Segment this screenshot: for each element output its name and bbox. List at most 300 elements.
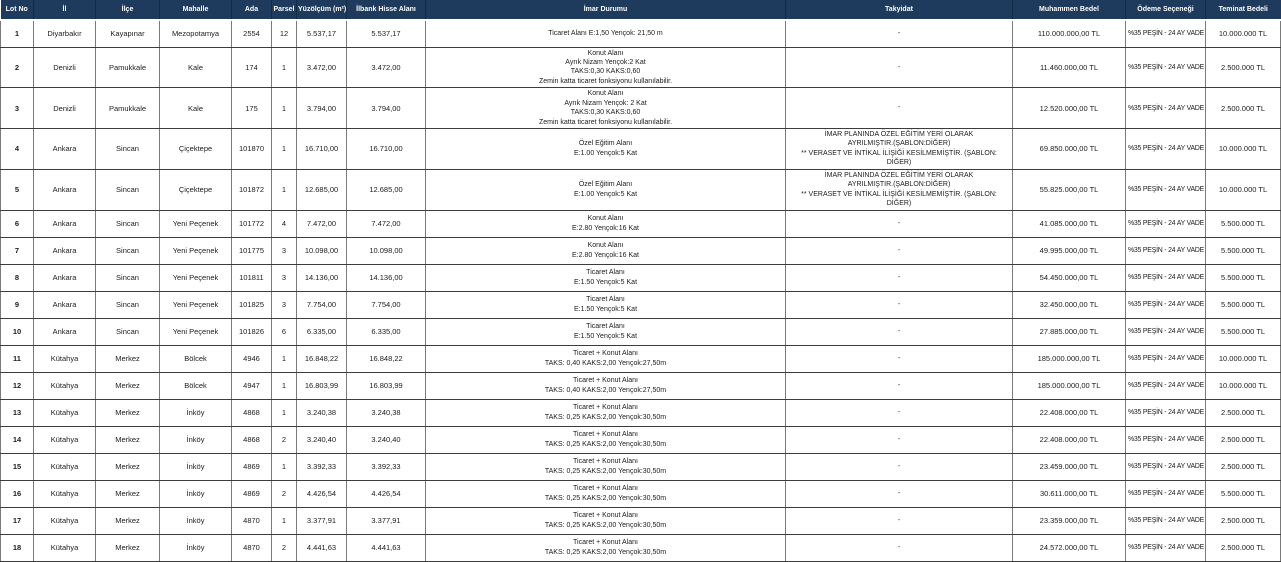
imar-line: Konut Alanı <box>587 215 624 223</box>
cell-mahalle: Çiçektepe <box>160 129 232 170</box>
takyidat-line: - <box>897 246 901 254</box>
cell-ilbank: 16.803,99 <box>347 372 426 399</box>
cell-ada: 4869 <box>232 480 272 507</box>
cell-ilce: Pamukkale <box>96 88 160 129</box>
cell-muhammen: 185.000.000,00 TL <box>1013 372 1126 399</box>
cell-mahalle: Bölcek <box>160 372 232 399</box>
cell-mahalle: Yeni Peçenek <box>160 264 232 291</box>
cell-lot: 10 <box>1 318 34 345</box>
cell-takyidat <box>786 534 1013 561</box>
imar-line: TAKS: 0,25 KAKS:2,00 Yençok:30,50m <box>544 413 667 421</box>
takyidat-line: - <box>897 543 901 551</box>
imar-line: Ticaret Alanı <box>586 269 625 277</box>
column-header-ilce: İlçe <box>96 0 160 20</box>
table-row <box>1 210 1281 237</box>
imar-line: Zemin katta ticaret fonksiyonu kullanılabilir. <box>538 77 673 85</box>
imar-line: TAKS: 0,25 KAKS:2,00 Yençok:30,50m <box>544 467 667 475</box>
cell-ilce: Sincan <box>96 318 160 345</box>
cell-il: Kütahya <box>34 426 96 453</box>
cell-ada: 175 <box>232 88 272 129</box>
takyidat-line: AYRILMIŞTIR.(ŞABLON:DİĞER) <box>847 181 951 189</box>
cell-teminat: 5.500.000 TL <box>1206 210 1281 237</box>
cell-odeme: %35 PEŞİN - 24 AY VADE <box>1126 372 1206 399</box>
cell-lot: 3 <box>1 88 34 129</box>
cell-odeme: %35 PEŞİN - 24 AY VADE <box>1126 129 1206 170</box>
cell-mahalle: İnköy <box>160 534 232 561</box>
cell-ilbank: 14.136,00 <box>347 264 426 291</box>
cell-yuzolcum: 6.335,00 <box>297 318 347 345</box>
cell-muhammen: 54.450.000,00 TL <box>1013 264 1126 291</box>
cell-mahalle: Mezopotamya <box>160 20 232 47</box>
cell-mahalle: Yeni Peçenek <box>160 210 232 237</box>
cell-ilce: Merkez <box>96 534 160 561</box>
takyidat-line: - <box>897 354 901 362</box>
cell-yuzolcum: 5.537,17 <box>297 20 347 47</box>
column-header-ilbank: İlbank Hisse Alanı <box>347 0 426 20</box>
table-row <box>1 129 1281 170</box>
cell-muhammen: 41.085.000,00 TL <box>1013 210 1126 237</box>
cell-takyidat <box>786 210 1013 237</box>
cell-odeme: %35 PEŞİN - 24 AY VADE <box>1126 264 1206 291</box>
cell-yuzolcum: 3.392,33 <box>297 453 347 480</box>
column-header-ada: Ada <box>232 0 272 20</box>
cell-takyidat <box>786 372 1013 399</box>
takyidat-line: - <box>897 219 901 227</box>
cell-ilce: Merkez <box>96 507 160 534</box>
cell-lot: 13 <box>1 399 34 426</box>
cell-teminat: 10.000.000 TL <box>1206 129 1281 170</box>
cell-muhammen: 32.450.000,00 TL <box>1013 291 1126 318</box>
cell-il: Kütahya <box>34 453 96 480</box>
cell-takyidat <box>786 345 1013 372</box>
takyidat-line: - <box>897 104 901 112</box>
cell-teminat: 2.500.000 TL <box>1206 534 1281 561</box>
imar-line: Ticaret + Konut Alanı <box>573 404 638 412</box>
cell-lot: 11 <box>1 345 34 372</box>
cell-odeme: %35 PEŞİN - 24 AY VADE <box>1126 169 1206 210</box>
cell-muhammen: 23.459.000,00 TL <box>1013 453 1126 480</box>
cell-ilce: Sincan <box>96 264 160 291</box>
table-row <box>1 426 1281 453</box>
table-row <box>1 480 1281 507</box>
cell-imar <box>426 507 786 534</box>
table-row <box>1 399 1281 426</box>
cell-mahalle: İnköy <box>160 453 232 480</box>
cell-ada: 4869 <box>232 453 272 480</box>
imar-line: E:1.00 Yençok:5 Kat <box>573 149 638 157</box>
cell-ilce: Merkez <box>96 480 160 507</box>
cell-lot: 7 <box>1 237 34 264</box>
takyidat-line: ** VERASET VE İNTİKAL İLİŞİĞİ KESİLMEMİŞTİR. (ŞABLON: DİĞER) <box>801 190 997 208</box>
column-header-parsel: Parsel <box>272 0 297 20</box>
cell-imar <box>426 399 786 426</box>
cell-imar <box>426 237 786 264</box>
cell-teminat: 5.500.000 TL <box>1206 291 1281 318</box>
table-row <box>1 318 1281 345</box>
cell-teminat: 2.500.000 TL <box>1206 47 1281 88</box>
imar-line: Ticaret + Konut Alanı <box>573 512 638 520</box>
takyidat-line: - <box>897 273 901 281</box>
cell-imar <box>426 291 786 318</box>
column-header-mahalle: Mahalle <box>160 0 232 20</box>
cell-ilbank: 3.377,91 <box>347 507 426 534</box>
imar-line: TAKS: 0,25 KAKS:2,00 Yençok:30,50m <box>544 494 667 502</box>
cell-ilce: Kayapınar <box>96 20 160 47</box>
cell-imar <box>426 47 786 88</box>
imar-line: E:1.50 Yençok:5 Kat <box>573 278 638 286</box>
column-header-teminat: Teminat Bedeli <box>1206 0 1281 20</box>
cell-muhammen: 110.000.000,00 TL <box>1013 20 1126 47</box>
table-row <box>1 291 1281 318</box>
cell-teminat: 5.500.000 TL <box>1206 237 1281 264</box>
cell-ilce: Sincan <box>96 291 160 318</box>
imar-line: Ticaret + Konut Alanı <box>573 458 638 466</box>
cell-il: Ankara <box>34 169 96 210</box>
cell-imar <box>426 264 786 291</box>
cell-mahalle: İnköy <box>160 507 232 534</box>
imar-line: Özel Eğitim Alanı <box>578 140 633 148</box>
cell-imar <box>426 169 786 210</box>
cell-mahalle: İnköy <box>160 480 232 507</box>
cell-mahalle: Kale <box>160 47 232 88</box>
cell-imar <box>426 129 786 170</box>
cell-odeme: %35 PEŞİN - 24 AY VADE <box>1126 20 1206 47</box>
cell-odeme: %35 PEŞİN - 24 AY VADE <box>1126 291 1206 318</box>
cell-ilbank: 6.335,00 <box>347 318 426 345</box>
column-header-muhammen: Muhammen Bedel <box>1013 0 1126 20</box>
table-row <box>1 47 1281 88</box>
cell-ada: 101775 <box>232 237 272 264</box>
cell-teminat: 2.500.000 TL <box>1206 426 1281 453</box>
cell-lot: 12 <box>1 372 34 399</box>
imar-line: Ticaret Alanı <box>586 296 625 304</box>
cell-takyidat <box>786 291 1013 318</box>
cell-lot: 16 <box>1 480 34 507</box>
takyidat-line: AYRILMIŞTIR.(ŞABLON:DİĞER) <box>847 140 951 148</box>
cell-ada: 2554 <box>232 20 272 47</box>
cell-teminat: 5.500.000 TL <box>1206 318 1281 345</box>
cell-ada: 4868 <box>232 426 272 453</box>
cell-yuzolcum: 3.794,00 <box>297 88 347 129</box>
imar-line: TAKS: 0,25 KAKS:2,00 Yençok:30,50m <box>544 548 667 556</box>
cell-muhammen: 27.885.000,00 TL <box>1013 318 1126 345</box>
imar-line: Ticaret + Konut Alanı <box>573 350 638 358</box>
cell-ada: 4868 <box>232 399 272 426</box>
cell-ada: 101772 <box>232 210 272 237</box>
imar-line: Konut Alanı <box>587 242 624 250</box>
cell-lot: 18 <box>1 534 34 561</box>
cell-parsel: 4 <box>272 210 297 237</box>
cell-il: Ankara <box>34 129 96 170</box>
cell-parsel: 1 <box>272 345 297 372</box>
imar-line: Ayrık Nizam Yençok: 2 Kat <box>564 99 647 107</box>
cell-teminat: 10.000.000 TL <box>1206 169 1281 210</box>
cell-teminat: 10.000.000 TL <box>1206 372 1281 399</box>
cell-lot: 1 <box>1 20 34 47</box>
cell-yuzolcum: 16.848,22 <box>297 345 347 372</box>
cell-odeme: %35 PEŞİN - 24 AY VADE <box>1126 237 1206 264</box>
table-row <box>1 20 1281 47</box>
cell-ilbank: 3.794,00 <box>347 88 426 129</box>
column-header-il: İl <box>34 0 96 20</box>
cell-ada: 101870 <box>232 129 272 170</box>
cell-ilbank: 12.685,00 <box>347 169 426 210</box>
cell-takyidat <box>786 47 1013 88</box>
imar-line: Ticaret + Konut Alanı <box>573 539 638 547</box>
cell-ilce: Sincan <box>96 210 160 237</box>
table-row <box>1 507 1281 534</box>
column-header-takyidat: Takyidat <box>786 0 1013 20</box>
cell-ada: 4870 <box>232 534 272 561</box>
cell-il: Ankara <box>34 291 96 318</box>
cell-il: Kütahya <box>34 480 96 507</box>
column-header-imar: İmar Durumu <box>426 0 786 20</box>
cell-yuzolcum: 3.472,00 <box>297 47 347 88</box>
cell-teminat: 2.500.000 TL <box>1206 453 1281 480</box>
cell-odeme: %35 PEŞİN - 24 AY VADE <box>1126 480 1206 507</box>
imar-line: E:2.80 Yençok:16 Kat <box>572 251 639 259</box>
takyidat-line: - <box>897 462 901 470</box>
cell-ilbank: 3.240,38 <box>347 399 426 426</box>
cell-parsel: 1 <box>272 88 297 129</box>
cell-ilce: Pamukkale <box>96 47 160 88</box>
cell-takyidat <box>786 264 1013 291</box>
cell-teminat: 5.500.000 TL <box>1206 264 1281 291</box>
cell-teminat: 10.000.000 TL <box>1206 345 1281 372</box>
column-header-yuzolcum: Yüzölçüm (m²) <box>297 0 347 20</box>
cell-parsel: 2 <box>272 534 297 561</box>
cell-ada: 101811 <box>232 264 272 291</box>
cell-teminat: 5.500.000 TL <box>1206 480 1281 507</box>
cell-ada: 4946 <box>232 345 272 372</box>
cell-muhammen: 11.460.000,00 TL <box>1013 47 1126 88</box>
takyidat-line: ** VERASET VE İNTİKAL İLİŞİĞİ KESİLMEMİŞTİR. (ŞABLON: DİĞER) <box>801 149 997 167</box>
cell-parsel: 1 <box>272 453 297 480</box>
cell-imar <box>426 318 786 345</box>
cell-takyidat <box>786 318 1013 345</box>
takyidat-line: - <box>897 381 901 389</box>
cell-ilbank: 3.392,33 <box>347 453 426 480</box>
cell-odeme: %35 PEŞİN - 24 AY VADE <box>1126 318 1206 345</box>
table-row <box>1 169 1281 210</box>
imar-line: TAKS: 0,40 KAKS:2,00 Yençok:27,50m <box>544 359 667 367</box>
cell-parsel: 3 <box>272 264 297 291</box>
takyidat-line: - <box>897 327 901 335</box>
cell-parsel: 1 <box>272 169 297 210</box>
imar-line: Ayrık Nizam Yençok:2 Kat <box>565 58 646 66</box>
cell-ilbank: 7.472,00 <box>347 210 426 237</box>
cell-muhammen: 55.825.000,00 TL <box>1013 169 1126 210</box>
cell-takyidat <box>786 88 1013 129</box>
cell-yuzolcum: 10.098,00 <box>297 237 347 264</box>
cell-yuzolcum: 3.240,38 <box>297 399 347 426</box>
cell-teminat: 10.000.000 TL <box>1206 20 1281 47</box>
cell-ilbank: 10.098,00 <box>347 237 426 264</box>
cell-mahalle: Çiçektepe <box>160 169 232 210</box>
cell-muhammen: 23.359.000,00 TL <box>1013 507 1126 534</box>
cell-muhammen: 49.995.000,00 TL <box>1013 237 1126 264</box>
table-row <box>1 345 1281 372</box>
cell-yuzolcum: 3.377,91 <box>297 507 347 534</box>
takyidat-line: - <box>897 516 901 524</box>
cell-il: Kütahya <box>34 534 96 561</box>
table-header-row <box>1 0 1281 20</box>
cell-odeme: %35 PEŞİN - 24 AY VADE <box>1126 453 1206 480</box>
cell-mahalle: Bölcek <box>160 345 232 372</box>
cell-parsel: 1 <box>272 507 297 534</box>
imar-line: TAKS: 0,25 KAKS:2,00 Yençok:30,50m <box>544 440 667 448</box>
cell-imar <box>426 345 786 372</box>
cell-ilbank: 16.710,00 <box>347 129 426 170</box>
cell-odeme: %35 PEŞİN - 24 AY VADE <box>1126 210 1206 237</box>
cell-il: Ankara <box>34 237 96 264</box>
cell-mahalle: Yeni Peçenek <box>160 291 232 318</box>
cell-ilce: Merkez <box>96 372 160 399</box>
imar-line: TAKS: 0,25 KAKS:2,00 Yençok:30,50m <box>544 521 667 529</box>
cell-yuzolcum: 16.803,99 <box>297 372 347 399</box>
imar-line: Konut Alanı <box>587 49 624 57</box>
cell-odeme: %35 PEŞİN - 24 AY VADE <box>1126 345 1206 372</box>
cell-muhammen: 12.520.000,00 TL <box>1013 88 1126 129</box>
cell-parsel: 1 <box>272 372 297 399</box>
cell-ilbank: 3.472,00 <box>347 47 426 88</box>
cell-takyidat <box>786 507 1013 534</box>
cell-lot: 14 <box>1 426 34 453</box>
cell-takyidat <box>786 169 1013 210</box>
takyidat-line: İMAR PLANINDA ÖZEL EĞİTİM YERİ OLARAK <box>824 131 974 138</box>
cell-mahalle: Yeni Peçenek <box>160 237 232 264</box>
table-row <box>1 453 1281 480</box>
cell-odeme: %35 PEŞİN - 24 AY VADE <box>1126 47 1206 88</box>
takyidat-line: İMAR PLANINDA ÖZEL EĞİTİM YERİ OLARAK <box>824 171 974 179</box>
imar-line: Konut Alanı <box>587 90 624 98</box>
cell-ada: 101825 <box>232 291 272 318</box>
cell-teminat: 2.500.000 TL <box>1206 88 1281 129</box>
cell-ada: 101826 <box>232 318 272 345</box>
takyidat-line: - <box>897 408 901 416</box>
cell-lot: 15 <box>1 453 34 480</box>
cell-ilce: Merkez <box>96 399 160 426</box>
cell-yuzolcum: 14.136,00 <box>297 264 347 291</box>
cell-muhammen: 22.408.000,00 TL <box>1013 426 1126 453</box>
cell-lot: 5 <box>1 169 34 210</box>
cell-lot: 6 <box>1 210 34 237</box>
imar-line: TAKS:0,30 KAKS:0,60 <box>570 109 641 117</box>
cell-ada: 174 <box>232 47 272 88</box>
takyidat-line: - <box>897 489 901 497</box>
cell-yuzolcum: 3.240,40 <box>297 426 347 453</box>
cell-il: Kütahya <box>34 372 96 399</box>
imar-line: Zemin katta ticaret fonksiyonu kullanılabilir. <box>538 118 673 126</box>
cell-il: Denizli <box>34 47 96 88</box>
cell-imar <box>426 210 786 237</box>
cell-odeme: %35 PEŞİN - 24 AY VADE <box>1126 426 1206 453</box>
cell-lot: 4 <box>1 129 34 170</box>
cell-il: Kütahya <box>34 399 96 426</box>
cell-imar <box>426 534 786 561</box>
cell-ilce: Merkez <box>96 345 160 372</box>
cell-ilce: Merkez <box>96 453 160 480</box>
imar-line: E:1.00 Yençok:5 Kat <box>573 190 638 198</box>
imar-line: TAKS:0,30 KAKS:0,60 <box>570 68 641 76</box>
cell-mahalle: Yeni Peçenek <box>160 318 232 345</box>
cell-il: Denizli <box>34 88 96 129</box>
cell-lot: 17 <box>1 507 34 534</box>
takyidat-line: - <box>897 30 901 38</box>
cell-teminat: 2.500.000 TL <box>1206 399 1281 426</box>
cell-parsel: 3 <box>272 291 297 318</box>
table-row <box>1 88 1281 129</box>
cell-mahalle: İnköy <box>160 399 232 426</box>
cell-takyidat <box>786 426 1013 453</box>
cell-yuzolcum: 4.441,63 <box>297 534 347 561</box>
imar-line: E:1.50 Yençok:5 Kat <box>573 332 638 340</box>
cell-il: Kütahya <box>34 507 96 534</box>
takyidat-line: - <box>897 435 901 443</box>
imar-line: Ticaret Alanı E:1,50 Yençok: 21,50 m <box>548 30 663 38</box>
takyidat-line: - <box>897 300 901 308</box>
cell-muhammen: 30.611.000,00 TL <box>1013 480 1126 507</box>
cell-teminat: 2.500.000 TL <box>1206 507 1281 534</box>
cell-ilbank: 3.240,40 <box>347 426 426 453</box>
cell-il: Diyarbakır <box>34 20 96 47</box>
cell-ada: 101872 <box>232 169 272 210</box>
cell-parsel: 1 <box>272 47 297 88</box>
cell-ilbank: 4.441,63 <box>347 534 426 561</box>
imar-line: E:1.50 Yençok:5 Kat <box>573 305 638 313</box>
cell-parsel: 12 <box>272 20 297 47</box>
cell-imar <box>426 453 786 480</box>
cell-yuzolcum: 7.472,00 <box>297 210 347 237</box>
cell-parsel: 1 <box>272 129 297 170</box>
cell-parsel: 1 <box>272 399 297 426</box>
cell-ilbank: 16.848,22 <box>347 345 426 372</box>
cell-imar <box>426 480 786 507</box>
cell-odeme: %35 PEŞİN - 24 AY VADE <box>1126 534 1206 561</box>
imar-line: Ticaret + Konut Alanı <box>573 431 638 439</box>
cell-ada: 4947 <box>232 372 272 399</box>
cell-muhammen: 24.572.000,00 TL <box>1013 534 1126 561</box>
cell-takyidat <box>786 237 1013 264</box>
cell-il: Ankara <box>34 264 96 291</box>
imar-line: Ticaret Alanı <box>586 323 625 331</box>
cell-il: Ankara <box>34 210 96 237</box>
takyidat-line: - <box>897 63 901 71</box>
cell-odeme: %35 PEŞİN - 24 AY VADE <box>1126 399 1206 426</box>
cell-imar <box>426 20 786 47</box>
cell-lot: 8 <box>1 264 34 291</box>
cell-ilce: Sincan <box>96 169 160 210</box>
cell-muhammen: 22.408.000,00 TL <box>1013 399 1126 426</box>
cell-ilbank: 7.754,00 <box>347 291 426 318</box>
cell-yuzolcum: 4.426,54 <box>297 480 347 507</box>
cell-imar <box>426 88 786 129</box>
cell-yuzolcum: 7.754,00 <box>297 291 347 318</box>
cell-parsel: 6 <box>272 318 297 345</box>
table-row <box>1 264 1281 291</box>
table-row <box>1 372 1281 399</box>
column-header-lot: Lot No <box>1 0 34 20</box>
cell-il: Ankara <box>34 318 96 345</box>
cell-ilce: Sincan <box>96 237 160 264</box>
cell-odeme: %35 PEŞİN - 24 AY VADE <box>1126 507 1206 534</box>
cell-imar <box>426 372 786 399</box>
cell-mahalle: Kale <box>160 88 232 129</box>
imar-line: E:2.80 Yençok:16 Kat <box>572 224 639 232</box>
cell-takyidat <box>786 399 1013 426</box>
cell-imar <box>426 426 786 453</box>
cell-mahalle: İnköy <box>160 426 232 453</box>
